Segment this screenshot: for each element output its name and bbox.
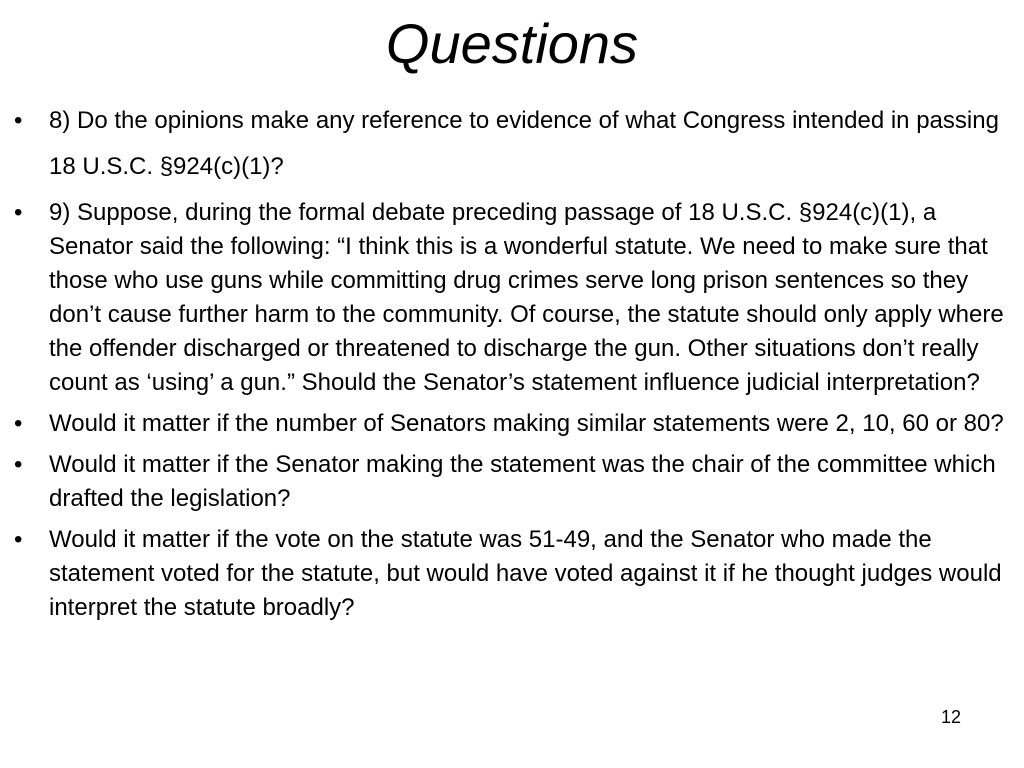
page-number: 12 — [940, 707, 962, 727]
bullet-item-senator-count — [14, 407, 1014, 441]
bullet-marker: • — [14, 199, 23, 226]
bullet-item-vote-margin — [14, 523, 1014, 625]
bullet-item-8 — [14, 98, 1014, 190]
bullet-marker: • — [14, 451, 23, 478]
bullet-text: Would it matter if the Senator making the statement was the chair of the committee which drafted the legislation? — [49, 451, 996, 512]
bullet-marker: • — [14, 410, 23, 437]
bullet-text: Would it matter if the vote on the statute was 51-49, and the Senator who made the statement voted for the statute, but would have voted against it if he thought judges would interpret the statute broadly? — [49, 526, 1002, 621]
bullet-item-9 — [14, 196, 1014, 400]
bullet-marker: • — [14, 107, 23, 134]
slide-title: Questions — [385, 12, 639, 75]
bullet-text: 8) Do the opinions make any reference to evidence of what Congress intended in passing 18 U.S.C. §924(c)(1)? — [49, 107, 999, 180]
bullet-text: 9) Suppose, during the formal debate preceding passage of 18 U.S.C. §924(c)(1), a Senator said the following: “I think this is a wonderful statute. We need to make sure that those who use guns while committing drug crimes serve long prison sentences so they don’t cause further harm to the community. Of course, the statute should only apply where the offender discharged or threatened to discharge the gun. Other situations don’t really count as ‘using’ a gun.” Should the Senator’s statement influence judicial interpretation? — [49, 199, 1004, 396]
bullet-marker: • — [14, 526, 23, 553]
bullet-text: Would it matter if the number of Senators making similar statements were 2, 10, 60 or 80? — [49, 410, 1004, 437]
bullet-item-committee-chair — [14, 448, 1014, 516]
bullet-list — [14, 98, 1014, 632]
